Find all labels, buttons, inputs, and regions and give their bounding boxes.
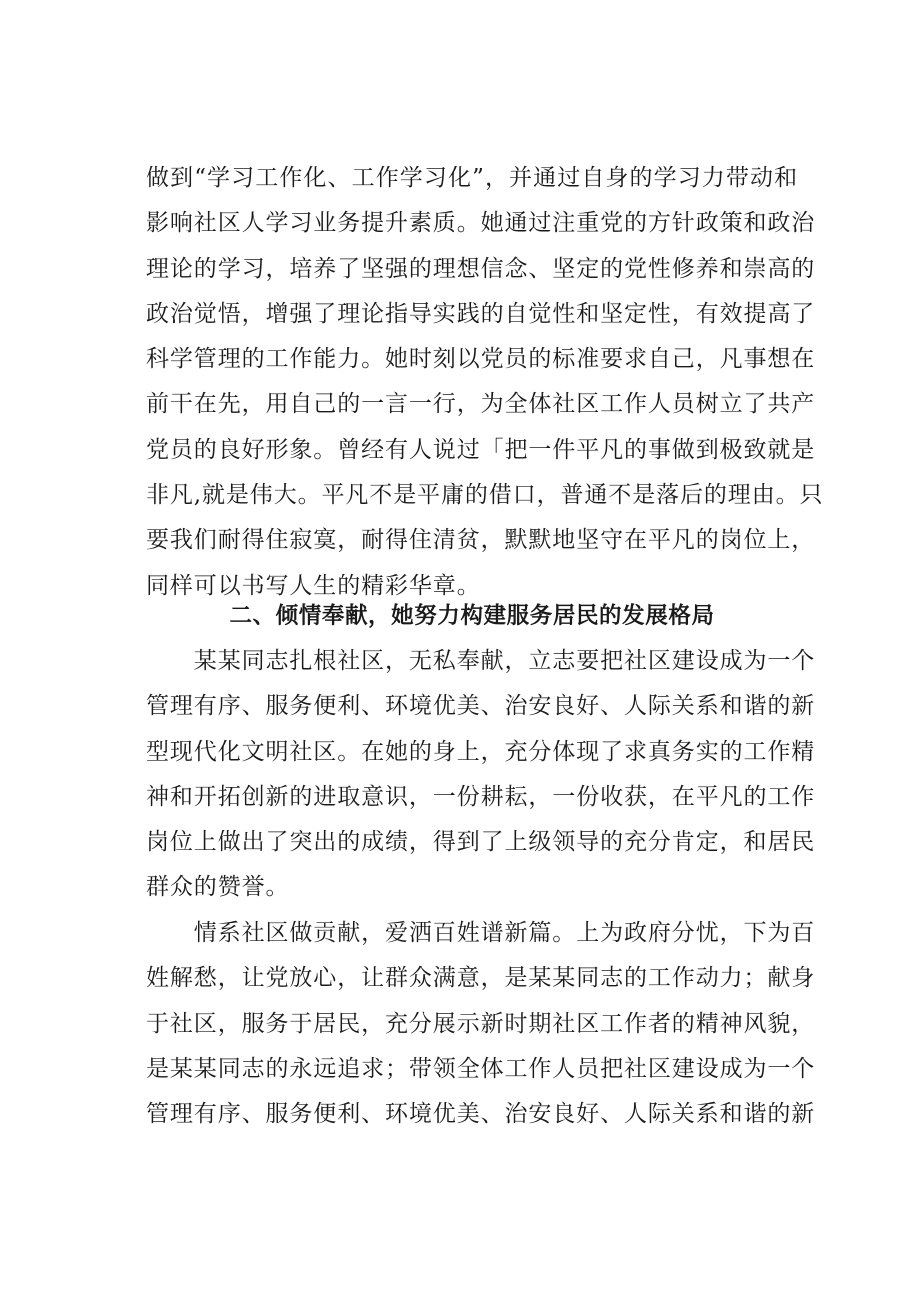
paragraph-1-line: 前干在先，用自己的一言一行，为全体社区工作人员树立了共产 bbox=[146, 391, 816, 418]
paragraph-3-line: 姓解愁，让党放心，让群众满意，是某某同志的工作动力；献身 bbox=[146, 965, 816, 992]
paragraph-1-line: 科学管理的工作能力。她时刻以党员的标准要求自己，凡事想在 bbox=[146, 346, 816, 373]
paragraph-3-line: 于社区，服务于居民，充分展示新时期社区工作者的精神风貌， bbox=[146, 1010, 816, 1037]
paragraph-1-line: 做到“学习工作化、工作学习化”，并通过自身的学习力带动和 bbox=[146, 165, 798, 191]
paragraph-1 bbox=[146, 156, 824, 609]
paragraph-1-line: 非凡,就是伟大。平凡不是平庸的借口，普通不是落后的理由。只 bbox=[146, 482, 824, 509]
paragraph-2 bbox=[146, 639, 816, 911]
paragraph-1-line: 要我们耐得住寂寞，耐得住清贫，默默地坚守在平凡的岗位上， bbox=[146, 527, 816, 554]
paragraph-2-line: 岗位上做出了突出的成绩，得到了上级领导的充分肯定，和居民 bbox=[146, 829, 816, 856]
paragraph-3-line: 管理有序、服务便利、环境优美、治安良好、人际关系和谐的新 bbox=[146, 1101, 816, 1128]
paragraph-3-line: 是某某同志的永远追求；带领全体工作人员把社区建设成为一个 bbox=[146, 1055, 816, 1082]
paragraph-1-line: 政治觉悟，增强了理论指导实践的自觉性和坚定性，有效提高了 bbox=[146, 300, 816, 327]
paragraph-3-line: 情系社区做贡献，爱洒百姓谱新篇。上为政府分忧，下为百 bbox=[146, 920, 816, 946]
paragraph-2-line: 神和开拓创新的进取意识，一份耕耘，一份收获，在平凡的工作 bbox=[146, 783, 816, 810]
paragraph-1-line: 理论的学习，培养了坚强的理想信念、坚定的党性修养和崇高的 bbox=[146, 255, 816, 282]
paragraph-1-line: 影响社区人学习业务提升素质。她通过注重党的方针政策和政治 bbox=[146, 210, 816, 237]
paragraph-2-line: 管理有序、服务便利、环境优美、治安良好、人际关系和谐的新 bbox=[146, 693, 816, 720]
section-heading: 二、倾情奉献，她努力构建服务居民的发展格局 bbox=[229, 603, 715, 629]
paragraph-2-line: 某某同志扎根社区，无私奉献，立志要把社区建设成为一个 bbox=[146, 648, 816, 674]
paragraph-1-line: 同样可以书写人生的精彩华章。 bbox=[146, 572, 481, 599]
paragraph-3 bbox=[146, 911, 816, 1137]
paragraph-2-line: 型现代化文明社区。在她的身上，充分体现了求真务实的工作精 bbox=[146, 738, 816, 765]
paragraph-2-line: 群众的赞誉。 bbox=[146, 874, 290, 901]
paragraph-1-line: 党员的良好形象。曾经有人说过「把一件平凡的事做到极致就是 bbox=[146, 436, 816, 463]
